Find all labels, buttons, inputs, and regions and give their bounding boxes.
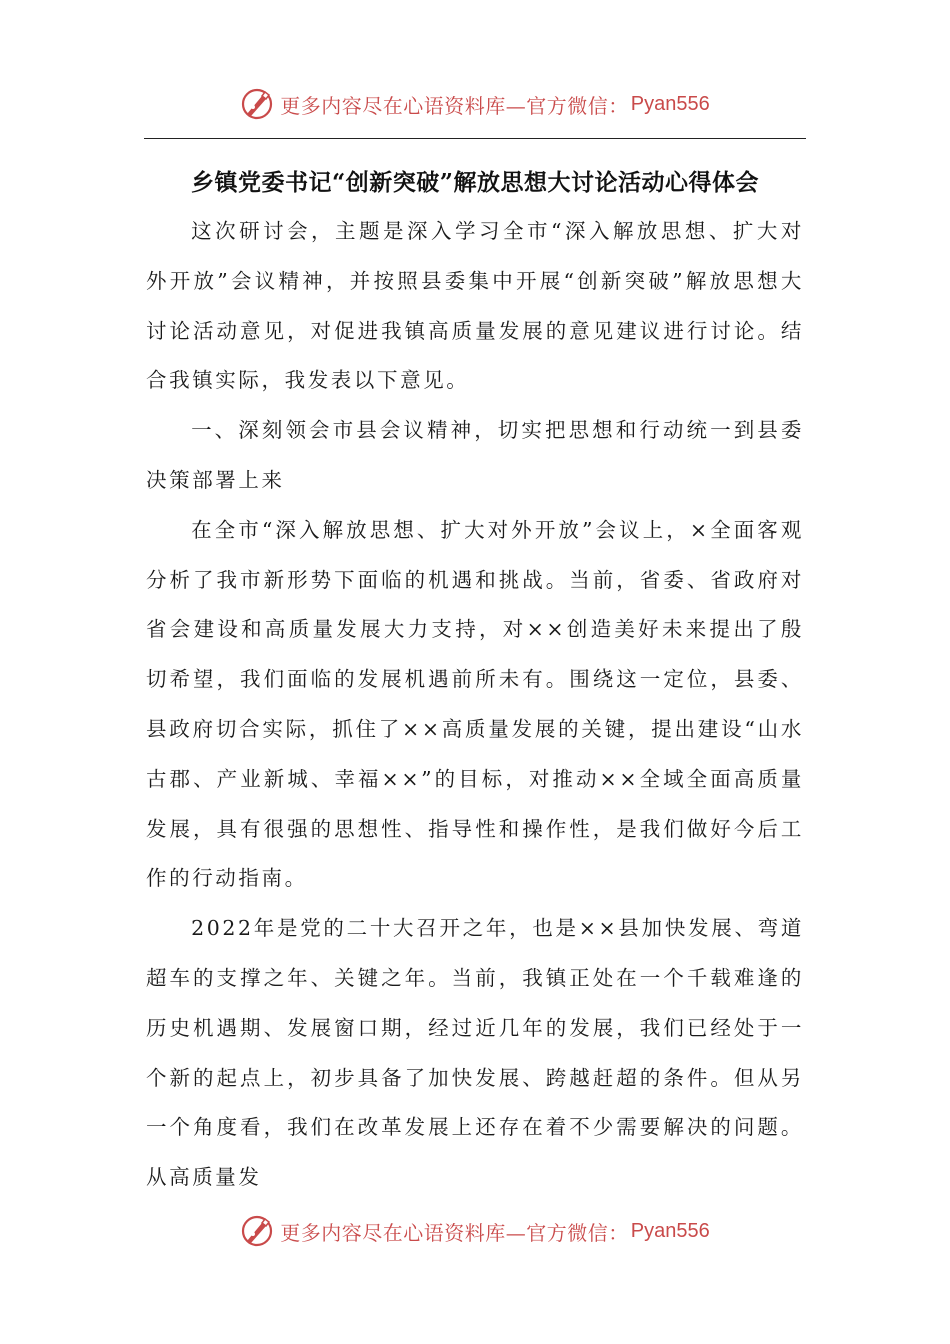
header-watermark: [0, 84, 950, 124]
watermark-wechat-id: Pyan556: [630, 92, 710, 115]
paragraph: 这次研讨会，主题是深入学习全市“深入解放思想、扩大对外开放”会议精神，并按照县委集中开展“创新突破”解放思想大讨论活动意见，对促进我镇高质量发展的意见建议进行讨论。结合我镇实际，我发表以下意见。: [146, 219, 804, 393]
document-title: 乡镇党委书记“创新突破”解放思想大讨论活动心得体会: [191, 169, 759, 196]
section-heading: 一、深刻领会市县会议精神，切实把思想和行动统一到县委决策部署上来: [146, 418, 804, 492]
paragraph: 在全市“深入解放思想、扩大对外开放”会议上，×全面客观分析了我市新形势下面临的机遇和挑战。当前，省委、省政府对省会建设和高质量发展大力支持，对××创造美好未来提出了殷切希望，我们面临的发展机遇前所未有。围绕这一定位，县委、县政府切合实际，抓住了××高质量发展的关键，提出建设“山水古郡、产业新城、幸福××”的目标，对推动××全域全面高质量发展，具有很强的思想性、指导性和操作性，是我们做好今后工作的行动指南。: [146, 517, 804, 891]
footer-watermark: [0, 1211, 950, 1251]
watermark-text: 更多内容尽在心语资料库—官方微信：: [280, 1220, 629, 1245]
pen-logo-icon: [240, 1214, 274, 1248]
document-body: [146, 207, 804, 1203]
header-divider: [144, 138, 806, 139]
pen-logo-icon: [240, 87, 274, 121]
watermark-text: 更多内容尽在心语资料库—官方微信：: [280, 93, 629, 118]
watermark-wechat-id: Pyan556: [630, 1219, 710, 1242]
paragraph: 2022年是党的二十大召开之年，也是××县加快发展、弯道超车的支撑之年、关键之年。当前，我镇正处在一个千载难逢的历史机遇期、发展窗口期，经过近几年的发展，我们已经处于一个新的起点上，初步具备了加快发展、跨越赶超的条件。但从另一个角度看，我们在改革发展上还存在着不少需要解决的问题。从高质量发: [146, 916, 804, 1190]
